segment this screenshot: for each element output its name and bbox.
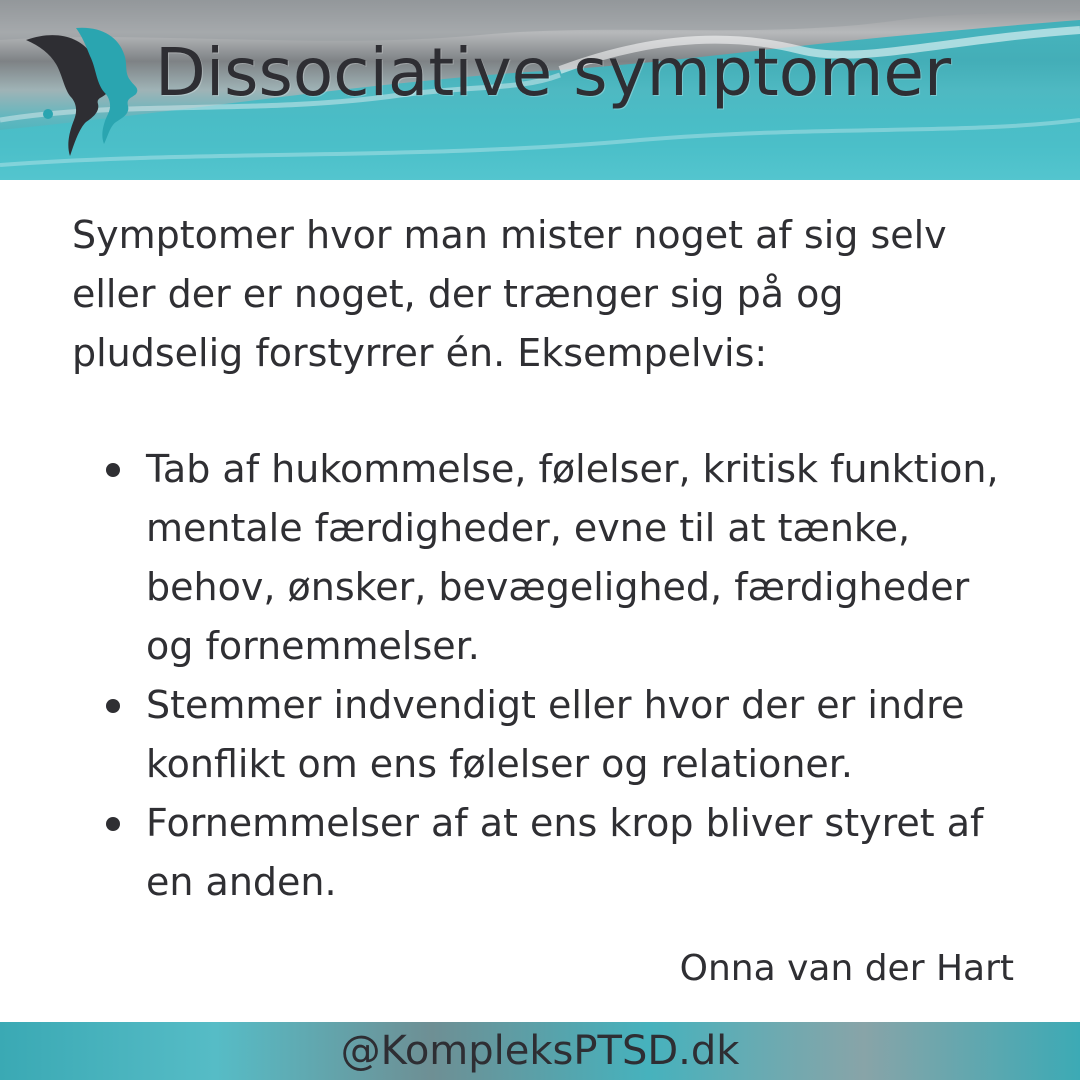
main-content	[72, 206, 1012, 383]
list-item	[100, 676, 1000, 794]
list-item	[100, 440, 1000, 676]
two-faces-profile-logo-icon	[26, 26, 146, 160]
list-item-text: Fornemmelser af at ens krop bliver styret af en anden.	[146, 801, 984, 904]
bullet-icon	[106, 817, 120, 831]
list-item	[100, 794, 1000, 912]
symptom-list	[100, 440, 1000, 912]
list-item-text: Stemmer indvendigt eller hvor der er indre konflikt om ens følelser og relationer.	[146, 683, 965, 786]
footer-banner	[0, 1022, 1080, 1080]
bullet-icon	[106, 699, 120, 713]
intro-paragraph: Symptomer hvor man mister noget af sig selv eller der er noget, der trænger sig på og pludselig forstyrrer én. Eksempelvis:	[72, 213, 947, 375]
page-title: Dissociative symptomer	[155, 34, 952, 111]
header-banner	[0, 0, 1080, 180]
list-item-text: Tab af hukommelse, følelser, kritisk funktion, mentale færdigheder, evne til at tænke, behov, ønsker, bevægelighed, færdigheder og fornemmelser.	[146, 447, 999, 668]
footer-handle: @KompleksPTSD.dk	[340, 1028, 740, 1074]
author-credit: Onna van der Hart	[679, 948, 1014, 989]
bullet-icon	[106, 463, 120, 477]
